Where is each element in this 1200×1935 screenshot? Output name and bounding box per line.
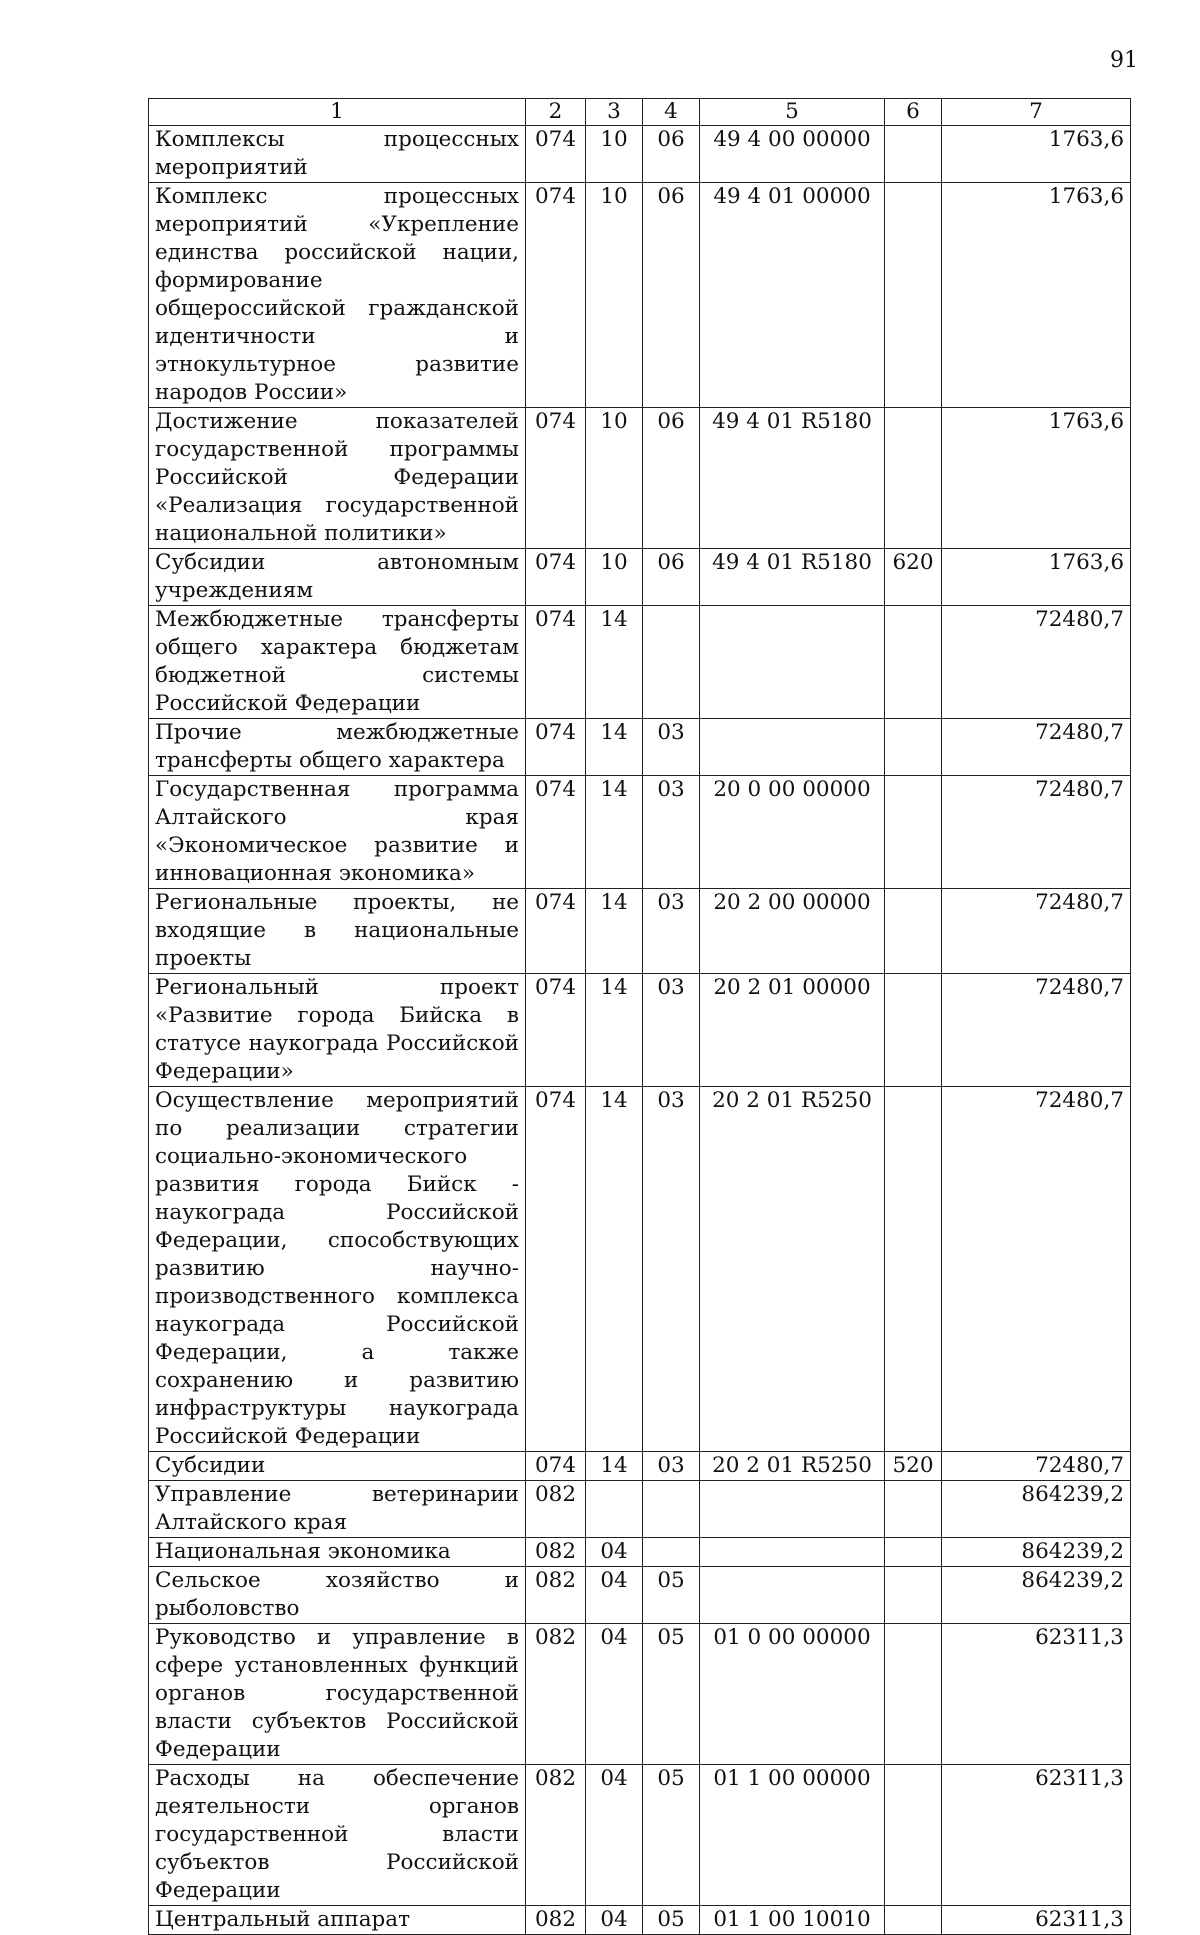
row-name-cell: Межбюджетные трансферты общего характера бюджетам бюджетной системы Российской Федерации bbox=[149, 606, 526, 719]
subsection-code-cell: 05 bbox=[643, 1765, 700, 1906]
subsection-code-cell: 06 bbox=[643, 183, 700, 408]
expense-type-cell bbox=[885, 1538, 942, 1567]
expense-type-cell bbox=[885, 1087, 942, 1452]
table-row bbox=[149, 1452, 1131, 1481]
section-code-cell: 04 bbox=[586, 1765, 643, 1906]
target-article-cell: 49 4 01 00000 bbox=[700, 183, 885, 408]
section-code-cell: 14 bbox=[586, 606, 643, 719]
section-code-cell: 14 bbox=[586, 1452, 643, 1481]
target-article-cell bbox=[700, 1481, 885, 1538]
table-row bbox=[149, 1538, 1131, 1567]
expense-type-cell bbox=[885, 1906, 942, 1935]
row-name-cell: Руководство и управление в сфере установленных функций органов государственной власти субъектов Российской Федерации bbox=[149, 1624, 526, 1765]
table-row bbox=[149, 889, 1131, 974]
expense-type-cell bbox=[885, 974, 942, 1087]
target-article-cell: 20 0 00 00000 bbox=[700, 776, 885, 889]
target-article-cell: 01 1 00 10010 bbox=[700, 1906, 885, 1935]
row-name-cell: Сельское хозяйство и рыболовство bbox=[149, 1567, 526, 1624]
section-code-cell: 10 bbox=[586, 126, 643, 183]
amount-cell: 62311,3 bbox=[942, 1906, 1131, 1935]
expense-type-cell bbox=[885, 1765, 942, 1906]
table-row bbox=[149, 183, 1131, 408]
admin-code-cell: 082 bbox=[526, 1567, 586, 1624]
row-name-cell: Управление ветеринарии Алтайского края bbox=[149, 1481, 526, 1538]
subsection-code-cell: 03 bbox=[643, 719, 700, 776]
section-code-cell: 14 bbox=[586, 719, 643, 776]
expense-type-cell bbox=[885, 1567, 942, 1624]
subsection-code-cell: 03 bbox=[643, 974, 700, 1087]
row-name-cell: Комплексы процессных мероприятий bbox=[149, 126, 526, 183]
expense-type-cell: 520 bbox=[885, 1452, 942, 1481]
row-name-cell: Прочие межбюджетные трансферты общего характера bbox=[149, 719, 526, 776]
amount-cell: 72480,7 bbox=[942, 974, 1131, 1087]
admin-code-cell: 074 bbox=[526, 974, 586, 1087]
admin-code-cell: 074 bbox=[526, 408, 586, 549]
row-name-cell: Расходы на обеспечение деятельности органов государственной власти субъектов Российской Федерации bbox=[149, 1765, 526, 1906]
row-name-cell: Комплекс процессных мероприятий «Укрепление единства российской нации, формирование общероссийской гражданской идентичности и этнокультурное развитие народов России» bbox=[149, 183, 526, 408]
target-article-cell bbox=[700, 606, 885, 719]
header-cell: 5 bbox=[700, 99, 885, 126]
expense-type-cell bbox=[885, 408, 942, 549]
subsection-code-cell: 06 bbox=[643, 408, 700, 549]
header-cell: 2 bbox=[526, 99, 586, 126]
row-name-cell: Региональный проект «Развитие города Бийска в статусе наукограда Российской Федерации» bbox=[149, 974, 526, 1087]
amount-cell: 72480,7 bbox=[942, 889, 1131, 974]
target-article-cell bbox=[700, 1567, 885, 1624]
section-code-cell: 14 bbox=[586, 974, 643, 1087]
section-code-cell: 04 bbox=[586, 1906, 643, 1935]
row-name-cell: Осуществление мероприятий по реализации стратегии социально-экономического развития города Бийск - наукограда Российской Федерации, способствующих развитию научно-производственного комплекса наукограда Российской Федерации, а также сохранению и развитию инфраструктуры наукограда Российской Федерации bbox=[149, 1087, 526, 1452]
table-row bbox=[149, 776, 1131, 889]
subsection-code-cell: 03 bbox=[643, 776, 700, 889]
table-row bbox=[149, 1481, 1131, 1538]
table-row bbox=[149, 408, 1131, 549]
admin-code-cell: 082 bbox=[526, 1765, 586, 1906]
expense-type-cell bbox=[885, 889, 942, 974]
row-name-cell: Центральный аппарат bbox=[149, 1906, 526, 1935]
admin-code-cell: 074 bbox=[526, 606, 586, 719]
row-name-cell: Субсидии автономным учреждениям bbox=[149, 549, 526, 606]
target-article-cell: 20 2 01 R5250 bbox=[700, 1452, 885, 1481]
row-name-cell: Субсидии bbox=[149, 1452, 526, 1481]
target-article-cell: 20 2 01 00000 bbox=[700, 974, 885, 1087]
table-row bbox=[149, 974, 1131, 1087]
target-article-cell: 01 1 00 00000 bbox=[700, 1765, 885, 1906]
section-code-cell: 10 bbox=[586, 183, 643, 408]
amount-cell: 72480,7 bbox=[942, 719, 1131, 776]
subsection-code-cell: 03 bbox=[643, 1087, 700, 1452]
header-cell: 7 bbox=[942, 99, 1131, 126]
admin-code-cell: 074 bbox=[526, 776, 586, 889]
amount-cell: 72480,7 bbox=[942, 606, 1131, 719]
expense-type-cell bbox=[885, 1481, 942, 1538]
section-code-cell: 14 bbox=[586, 776, 643, 889]
table-row bbox=[149, 1567, 1131, 1624]
target-article-cell bbox=[700, 1538, 885, 1567]
expense-type-cell bbox=[885, 606, 942, 719]
target-article-cell bbox=[700, 719, 885, 776]
row-name-cell: Национальная экономика bbox=[149, 1538, 526, 1567]
admin-code-cell: 074 bbox=[526, 719, 586, 776]
page-number: 91 bbox=[1110, 48, 1138, 73]
expense-type-cell bbox=[885, 1624, 942, 1765]
admin-code-cell: 074 bbox=[526, 126, 586, 183]
admin-code-cell: 074 bbox=[526, 1087, 586, 1452]
amount-cell: 72480,7 bbox=[942, 1087, 1131, 1452]
amount-cell: 72480,7 bbox=[942, 1452, 1131, 1481]
subsection-code-cell: 03 bbox=[643, 1452, 700, 1481]
expense-type-cell bbox=[885, 126, 942, 183]
section-code-cell: 10 bbox=[586, 408, 643, 549]
amount-cell: 864239,2 bbox=[942, 1481, 1131, 1538]
header-row bbox=[149, 99, 1131, 126]
target-article-cell: 20 2 00 00000 bbox=[700, 889, 885, 974]
subsection-code-cell: 03 bbox=[643, 889, 700, 974]
header-cell: 3 bbox=[586, 99, 643, 126]
section-code-cell: 10 bbox=[586, 549, 643, 606]
row-name-cell: Региональные проекты, не входящие в национальные проекты bbox=[149, 889, 526, 974]
section-code-cell: 14 bbox=[586, 889, 643, 974]
amount-cell: 62311,3 bbox=[942, 1624, 1131, 1765]
table-row bbox=[149, 1087, 1131, 1452]
expense-type-cell bbox=[885, 719, 942, 776]
section-code-cell: 04 bbox=[586, 1538, 643, 1567]
amount-cell: 72480,7 bbox=[942, 776, 1131, 889]
budget-table bbox=[148, 98, 1131, 1935]
table-row bbox=[149, 549, 1131, 606]
section-code-cell bbox=[586, 1481, 643, 1538]
admin-code-cell: 074 bbox=[526, 1452, 586, 1481]
table-row bbox=[149, 1765, 1131, 1906]
target-article-cell: 49 4 01 R5180 bbox=[700, 408, 885, 549]
subsection-code-cell bbox=[643, 1481, 700, 1538]
table-row bbox=[149, 1906, 1131, 1935]
subsection-code-cell: 05 bbox=[643, 1567, 700, 1624]
target-article-cell: 01 0 00 00000 bbox=[700, 1624, 885, 1765]
row-name-cell: Государственная программа Алтайского края «Экономическое развитие и инновационная экономика» bbox=[149, 776, 526, 889]
amount-cell: 864239,2 bbox=[942, 1538, 1131, 1567]
amount-cell: 1763,6 bbox=[942, 183, 1131, 408]
subsection-code-cell: 06 bbox=[643, 126, 700, 183]
table-row bbox=[149, 719, 1131, 776]
row-name-cell: Достижение показателей государственной программы Российской Федерации «Реализация государственной национальной политики» bbox=[149, 408, 526, 549]
amount-cell: 1763,6 bbox=[942, 549, 1131, 606]
expense-type-cell: 620 bbox=[885, 549, 942, 606]
table-row bbox=[149, 1624, 1131, 1765]
subsection-code-cell bbox=[643, 1538, 700, 1567]
expense-type-cell bbox=[885, 776, 942, 889]
admin-code-cell: 082 bbox=[526, 1624, 586, 1765]
header-cell: 4 bbox=[643, 99, 700, 126]
admin-code-cell: 074 bbox=[526, 889, 586, 974]
section-code-cell: 04 bbox=[586, 1567, 643, 1624]
admin-code-cell: 074 bbox=[526, 183, 586, 408]
admin-code-cell: 082 bbox=[526, 1481, 586, 1538]
subsection-code-cell: 06 bbox=[643, 549, 700, 606]
admin-code-cell: 082 bbox=[526, 1906, 586, 1935]
amount-cell: 864239,2 bbox=[942, 1567, 1131, 1624]
subsection-code-cell: 05 bbox=[643, 1906, 700, 1935]
section-code-cell: 14 bbox=[586, 1087, 643, 1452]
section-code-cell: 04 bbox=[586, 1624, 643, 1765]
amount-cell: 1763,6 bbox=[942, 408, 1131, 549]
header-cell: 1 bbox=[149, 99, 526, 126]
target-article-cell: 49 4 01 R5180 bbox=[700, 549, 885, 606]
target-article-cell: 49 4 00 00000 bbox=[700, 126, 885, 183]
expense-type-cell bbox=[885, 183, 942, 408]
header-cell: 6 bbox=[885, 99, 942, 126]
table-row bbox=[149, 126, 1131, 183]
target-article-cell: 20 2 01 R5250 bbox=[700, 1087, 885, 1452]
subsection-code-cell bbox=[643, 606, 700, 719]
admin-code-cell: 074 bbox=[526, 549, 586, 606]
table-body bbox=[149, 126, 1131, 1935]
subsection-code-cell: 05 bbox=[643, 1624, 700, 1765]
amount-cell: 62311,3 bbox=[942, 1765, 1131, 1906]
table-row bbox=[149, 606, 1131, 719]
amount-cell: 1763,6 bbox=[942, 126, 1131, 183]
admin-code-cell: 082 bbox=[526, 1538, 586, 1567]
